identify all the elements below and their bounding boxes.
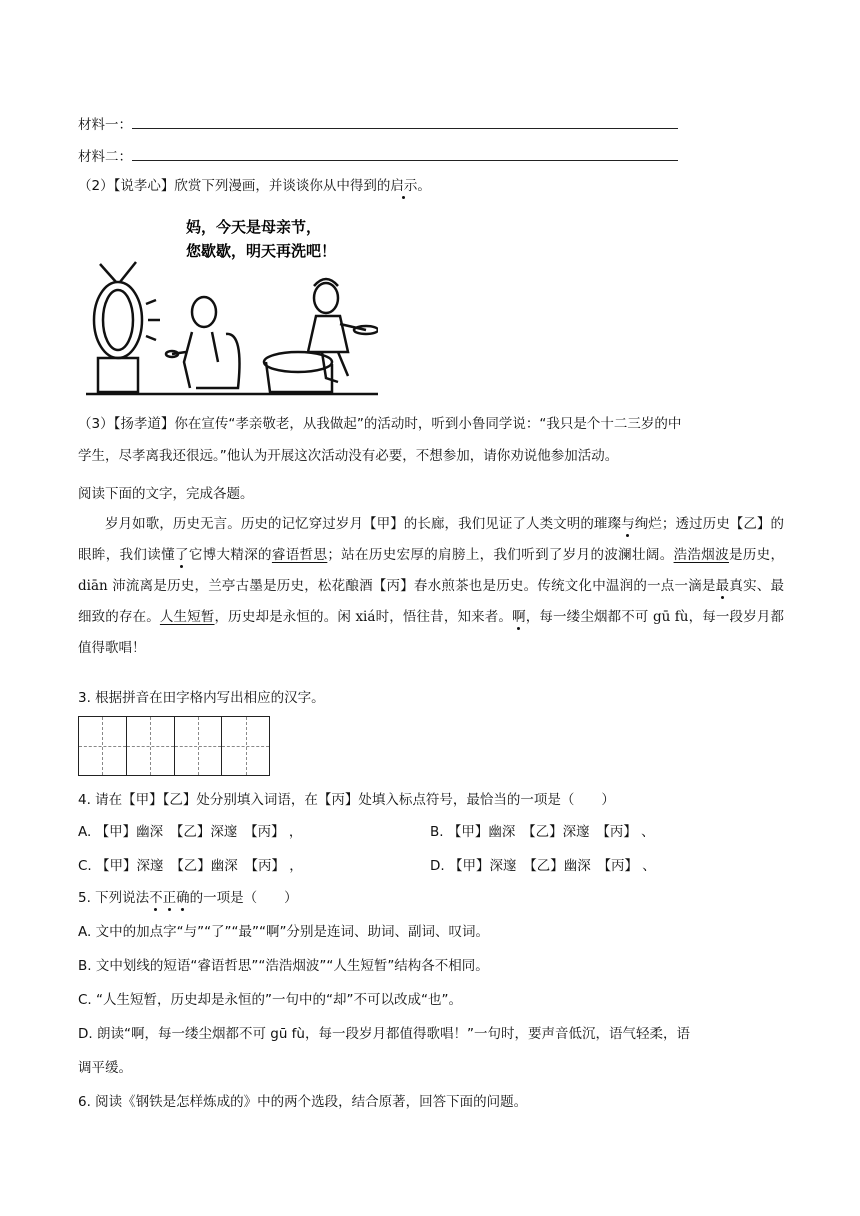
question-4-option-c[interactable]: C. 【甲】深邃 【乙】幽深 【丙】 ， [78, 858, 303, 874]
question-6-stem: 6. 阅读《钢铁是怎样炼成的》中的两个选段，结合原著，回答下面的问题。 [78, 1094, 528, 1110]
dotted-char-a: 啊 [512, 609, 526, 625]
material-one-line [78, 114, 678, 135]
material-two-blank[interactable] [132, 146, 678, 161]
cartoon-caption-line2: 您歇歇，明天再洗吧！ [186, 242, 337, 260]
material-two-label: 材料二： [78, 149, 132, 165]
dotted-char-le: 了 [174, 547, 189, 563]
question-3-paragraph [78, 414, 782, 466]
question-4-stem: 4. 请在【甲】【乙】处分别填入词语，在【丙】处填入标点符号，最恰当的一项是（ ） [78, 792, 615, 808]
question-5-option-d-line2: 调平缓。 [78, 1060, 132, 1076]
question-5-stem-a: 5. 下列说法 [78, 890, 150, 906]
passage-text: ，每一缕尘烟都不可 gū fù，每一段岁月都值得歌唱！ [78, 609, 785, 656]
question-3-stem: 3. 根据拼音在田字格内写出相应的汉字。 [78, 690, 325, 706]
dotted-char-zheng: 正 [162, 890, 177, 906]
material-one-blank[interactable] [132, 114, 678, 129]
passage-text: 绚烂；透过历史【乙】的眼眸，我们读懂 [78, 516, 785, 563]
dotted-char-que: 确 [176, 890, 190, 906]
material-one-label: 材料一： [78, 117, 132, 133]
passage-text: 它博大精深的 [188, 547, 272, 563]
question-5-option-c[interactable]: C. “人生短暂，历史却是永恒的”一句中的“却”不可以改成“也”。 [78, 992, 462, 1008]
grid-cell[interactable] [79, 717, 127, 775]
dotted-char-bu: 不 [149, 890, 163, 906]
cartoon-caption-line1: 妈，今天是母亲节， [186, 218, 322, 236]
question-5-option-b[interactable]: B. 文中划线的短语“睿语哲思”“浩浩烟波”“人生短暂”结构各不相同。 [78, 958, 489, 974]
cartoon-image [86, 212, 378, 398]
dotted-char-zui: 最 [715, 578, 730, 594]
question-4-option-b[interactable]: B. 【甲】幽深 【乙】深邃 【丙】 、 [430, 824, 655, 840]
passage-text: 岁月如歌，历史无言。历史的记忆穿过岁月【甲】的长廊，我们见证了人类文明的璀璨 [105, 516, 622, 532]
grid-cell[interactable] [175, 717, 223, 775]
underlined-phrase-3: 人生短暂 [159, 609, 215, 625]
question-2-suffix: 。 [417, 178, 431, 194]
passage-text: 真实、最细致的存在。 [78, 578, 785, 625]
passage-text: ；站在历史宏厚的肩膀上，我们听到了岁月的波澜壮阔。 [327, 547, 674, 563]
tianzige-grid [78, 716, 270, 776]
underlined-phrase-2: 浩浩烟波 [673, 547, 729, 563]
question-2-dotted-word: 启示 [390, 178, 418, 194]
grid-cell[interactable] [222, 717, 269, 775]
question-5-stem [78, 888, 298, 908]
question-4-option-a[interactable]: A. 【甲】幽深 【乙】深邃 【丙】 ， [78, 824, 303, 840]
son-figure-icon [166, 297, 240, 388]
dotted-char-yu: 与 [621, 516, 635, 532]
passage-text: 是历史，diān 沛流离是历史，兰亭古墨是历史，松花酿酒【丙】春水煎茶也是历史。传统文化中温润的一点一滴是 [78, 547, 785, 594]
tv-icon [94, 262, 160, 392]
question-5-option-a[interactable]: A. 文中的加点字“与”“了”“最”“啊”分别是连词、助词、副词、叹词。 [78, 924, 490, 940]
reading-intro: 阅读下面的文字，完成各题。 [78, 486, 254, 502]
question-3-line2: 学生，尽孝离我还很远。”他认为开展这次活动没有必要，不想参加，请你劝说他参加活动。 [78, 448, 619, 464]
question-4-option-d[interactable]: D. 【甲】深邃 【乙】幽深 【丙】 、 [430, 858, 656, 874]
material-two-line [78, 146, 678, 167]
passage-text: ，历史却是永恒的。闲 xiá时，悟往昔，知来者。 [214, 609, 513, 625]
grid-cell[interactable] [127, 717, 175, 775]
question-3-line1: （3）【扬孝道】你在宣传“孝亲敬老，从我做起”的活动时，听到小鲁同学说：“我只是个十二三岁的中 [78, 416, 682, 432]
underlined-phrase-1: 睿语哲思 [271, 547, 328, 563]
question-2 [78, 176, 431, 196]
question-2-prefix: （2）【说孝心】欣赏下列漫画，并谈谈你从中得到的 [78, 178, 391, 194]
question-5-stem-b: 的一项是（ ） [189, 890, 298, 906]
question-5-option-d-line1[interactable]: D. 朗读“啊，每一缕尘烟都不可 gū fù，每一段岁月都值得歌唱！”一句时，要声音低沉，语气轻柔，语 [78, 1026, 690, 1042]
reading-passage [78, 509, 784, 664]
